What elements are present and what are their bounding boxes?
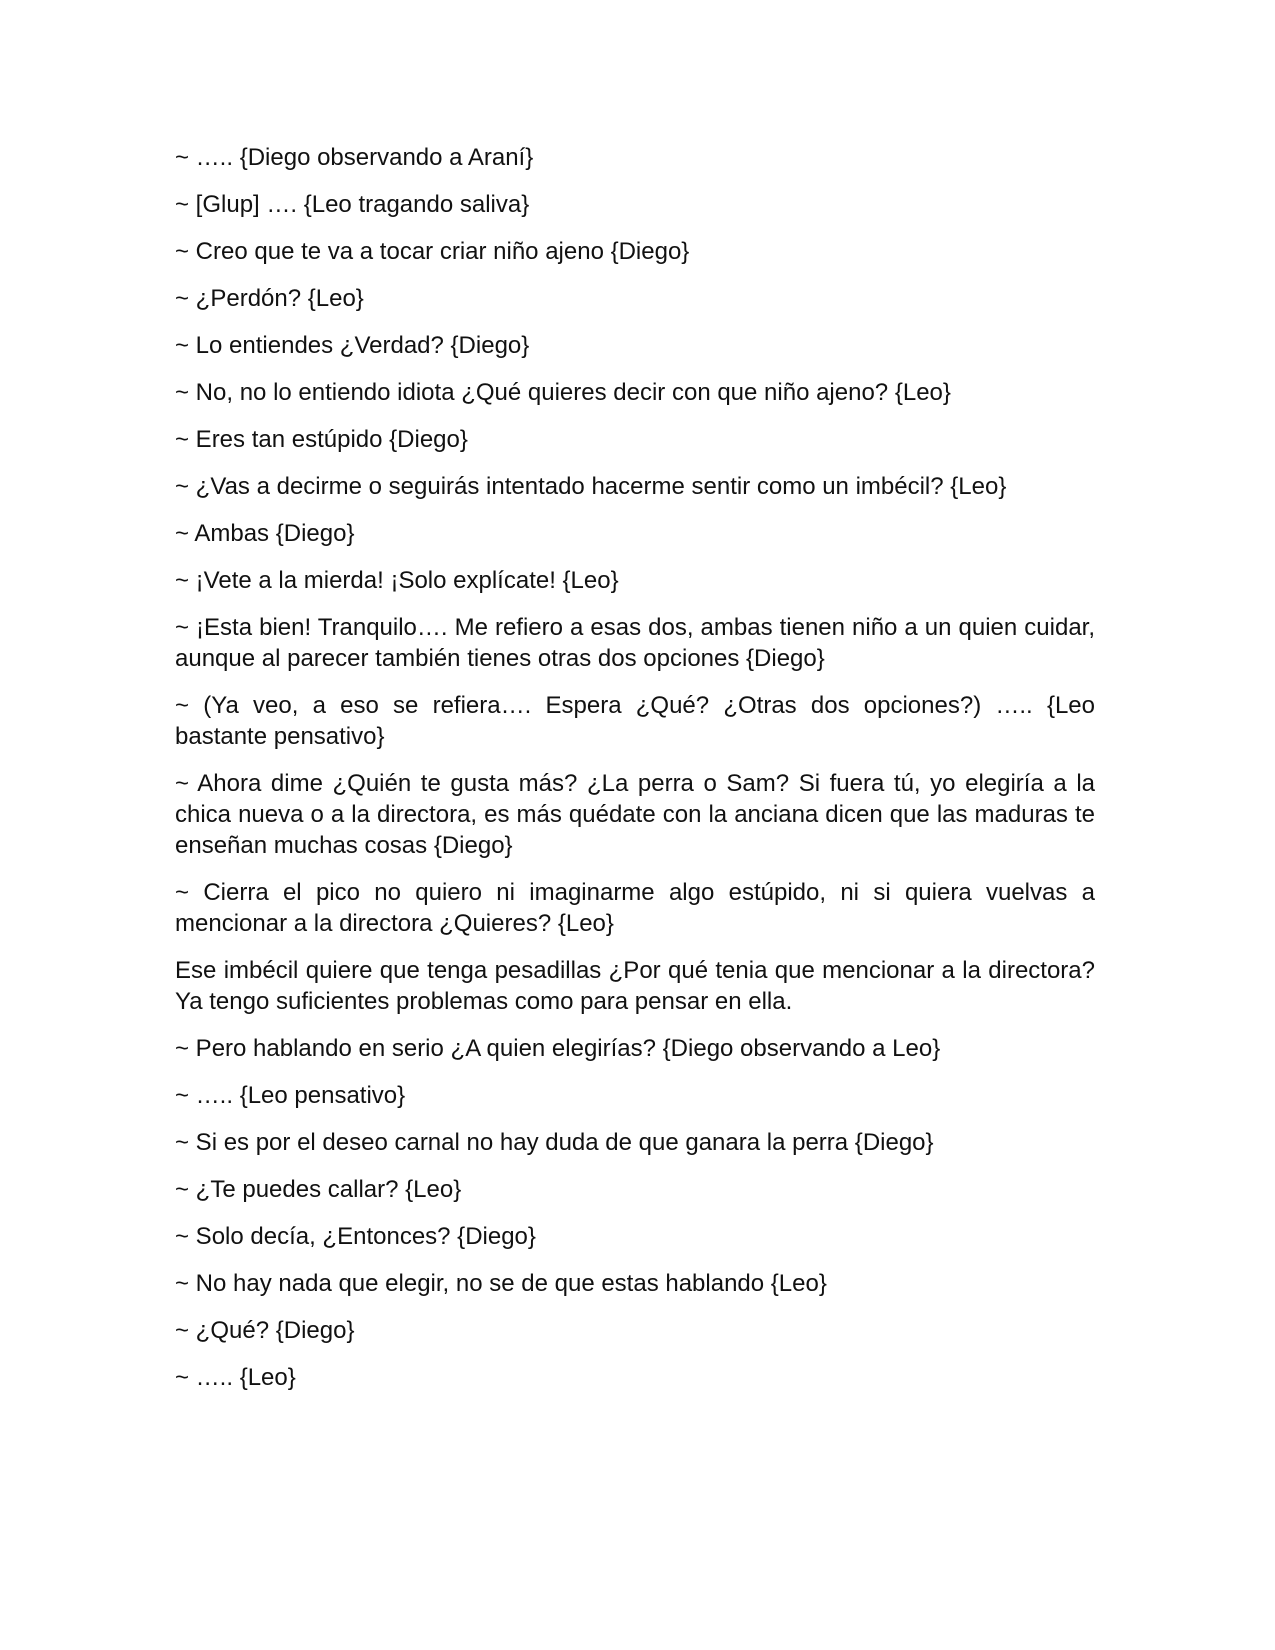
paragraph: ~ Eres tan estúpido {Diego} [175, 426, 468, 453]
paragraph: ~ ….. {Leo pensativo} [175, 1082, 406, 1109]
document-body [175, 142, 1095, 1409]
paragraph: ~ No hay nada que elegir, no se de que estas hablando {Leo} [175, 1270, 827, 1297]
paragraph: ~ Ahora dime ¿Quién te gusta más? ¿La perra o Sam? Si fuera tú, yo elegiría a la chica nueva o a la directora, es más quédate con la anciana dicen que las maduras te enseñan muchas cosas {Diego} [175, 770, 1095, 859]
paragraph: ~ Cierra el pico no quiero ni imaginarme algo estúpido, ni si quiera vuelvas a mencionar a la directora ¿Quieres? {Leo} [175, 879, 1095, 937]
paragraph: ~ (Ya veo, a eso se refiera…. Espera ¿Qué? ¿Otras dos opciones?) ….. {Leo bastante pensativo} [175, 692, 1095, 750]
paragraph: ~ Lo entiendes ¿Verdad? {Diego} [175, 332, 530, 359]
paragraph: ~ ¿Te puedes callar? {Leo} [175, 1176, 462, 1203]
paragraph: ~ ¿Perdón? {Leo} [175, 285, 364, 312]
paragraph: ~ ¿Qué? {Diego} [175, 1317, 355, 1344]
paragraph: ~ ¿Vas a decirme o seguirás intentado hacerme sentir como un imbécil? {Leo} [175, 473, 1007, 500]
paragraph: ~ Creo que te va a tocar criar niño ajeno {Diego} [175, 238, 690, 265]
paragraph: Ese imbécil quiere que tenga pesadillas ¿Por qué tenia que mencionar a la directora? Ya tengo suficientes problemas como para pensar en ella. [175, 957, 1095, 1015]
paragraph: ~ Si es por el deseo carnal no hay duda de que ganara la perra {Diego} [175, 1129, 934, 1156]
paragraph: ~ ….. {Leo} [175, 1364, 296, 1391]
paragraph: ~ ….. {Diego observando a Araní} [175, 144, 534, 171]
paragraph: ~ [Glup] …. {Leo tragando saliva} [175, 191, 530, 218]
paragraph: ~ Solo decía, ¿Entonces? {Diego} [175, 1223, 536, 1250]
paragraph: ~ Pero hablando en serio ¿A quien elegirías? {Diego observando a Leo} [175, 1035, 941, 1062]
paragraph: ~ ¡Vete a la mierda! ¡Solo explícate! {Leo} [175, 567, 619, 594]
paragraph: ~ ¡Esta bien! Tranquilo…. Me refiero a esas dos, ambas tienen niño a un quien cuidar, aunque al parecer también tienes otras dos opciones {Diego} [175, 614, 1095, 672]
paragraph: ~ Ambas {Diego} [175, 520, 355, 547]
paragraph: ~ No, no lo entiendo idiota ¿Qué quieres decir con que niño ajeno? {Leo} [175, 379, 951, 406]
